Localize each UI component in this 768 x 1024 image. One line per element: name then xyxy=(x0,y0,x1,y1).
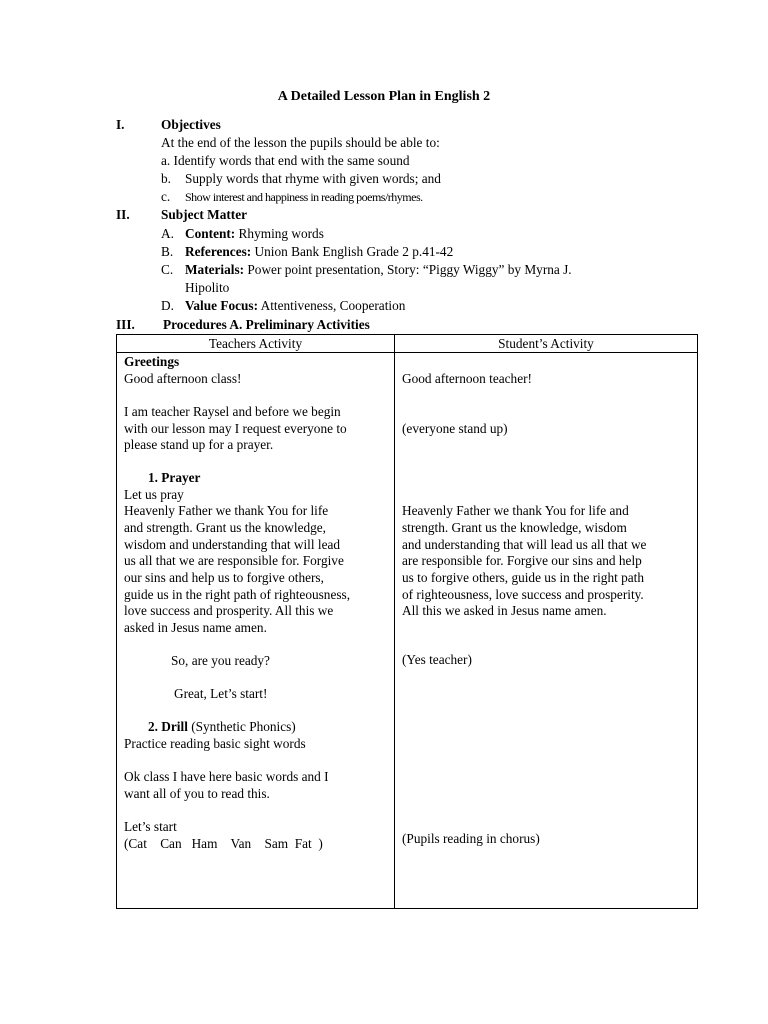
student-prayer-line: are responsible for. Forgive our sins and help xyxy=(402,553,642,568)
student-prayer-line: and understanding that will lead us all that we xyxy=(402,537,647,552)
teacher-prayer-line: and strength. Grant us the knowledge, xyxy=(124,520,326,535)
student-prayer-line: us to forgive others, guide us in the right path xyxy=(402,570,645,585)
teacher-prayer-line: wisdom and understanding that will lead xyxy=(124,537,341,552)
objective-item-c: Show interest and happiness in reading poems/rhymes. xyxy=(185,190,423,204)
objective-item-b: Supply words that rhyme with given words; and xyxy=(185,171,441,186)
teacher-ok-line: want all of you to read this. xyxy=(124,786,270,801)
subject-item-materials xyxy=(185,261,572,279)
header-students-activity: Student’s Activity xyxy=(395,335,698,353)
objective-marker-c: c. xyxy=(161,189,171,204)
subject-label-materials: Materials: xyxy=(185,262,245,277)
student-cell xyxy=(395,353,698,909)
sight-words: (Cat Can Ham Van Sam Fat ) xyxy=(124,836,323,851)
subject-value-materials: Power point presentation, Story: “Piggy Wiggy” by Myrna J. xyxy=(244,262,572,277)
student-stand-up: (everyone stand up) xyxy=(402,421,508,436)
subject-value-materials-cont: Hipolito xyxy=(185,280,230,295)
teacher-prayer-line: us all that we are responsible for. Forgive xyxy=(124,553,344,568)
section-heading-subject: Subject Matter xyxy=(161,207,248,222)
objective-marker-b: b. xyxy=(161,171,171,186)
teacher-ready-question: So, are you ready? xyxy=(171,653,270,668)
teacher-intro-line: with our lesson may I request everyone to xyxy=(124,421,347,436)
drill-instruction: Practice reading basic sight words xyxy=(124,736,306,751)
drill-subtitle: (Synthetic Phonics) xyxy=(187,719,296,734)
greetings-heading: Greetings xyxy=(124,354,180,369)
teacher-prayer-line: asked in Jesus name amen. xyxy=(124,620,267,635)
table-row xyxy=(117,353,698,909)
subject-item-content xyxy=(185,225,324,243)
section-heading-procedures: Procedures A. Preliminary Activities xyxy=(163,317,370,332)
header-teachers-activity: Teachers Activity xyxy=(117,335,395,353)
subject-label-references: References: xyxy=(185,244,252,259)
subject-item-references xyxy=(185,243,453,261)
table-header-row xyxy=(117,335,698,353)
subject-marker-c: C. xyxy=(161,262,174,277)
section-numeral-procedures: III. xyxy=(116,317,135,332)
subject-value-content: Rhyming words xyxy=(235,226,324,241)
drill-label: 2. Drill xyxy=(148,719,188,734)
teacher-lets-start: Let’s start xyxy=(124,819,177,834)
teacher-prayer-line: guide us in the right path of righteousness, xyxy=(124,587,351,602)
objectives-intro: At the end of the lesson the pupils should be able to: xyxy=(161,135,440,150)
teacher-prayer-line: our sins and help us to forgive others, xyxy=(124,570,324,585)
student-greeting: Good afternoon teacher! xyxy=(402,371,532,386)
teacher-intro-line: I am teacher Raysel and before we begin xyxy=(124,404,341,419)
student-prayer-line: strength. Grant us the knowledge, wisdom xyxy=(402,520,627,535)
prayer-heading: 1. Prayer xyxy=(148,470,201,485)
subject-marker-b: B. xyxy=(161,244,174,259)
teacher-intro-line: please stand up for a prayer. xyxy=(124,437,274,452)
student-prayer-line: Heavenly Father we thank You for life and xyxy=(402,503,629,518)
let-us-pray: Let us pray xyxy=(124,487,184,502)
subject-label-content: Content: xyxy=(185,226,236,241)
document-title: A Detailed Lesson Plan in English 2 xyxy=(277,89,491,104)
activity-table xyxy=(116,334,698,909)
drill-heading xyxy=(148,719,296,736)
teacher-ok-line: Ok class I have here basic words and I xyxy=(124,769,329,784)
teacher-cell xyxy=(117,353,395,909)
subject-marker-d: D. xyxy=(161,298,174,313)
subject-label-value-focus: Value Focus: xyxy=(185,298,259,313)
section-numeral-objectives: I. xyxy=(116,117,125,132)
teacher-prayer-line: Heavenly Father we thank You for life xyxy=(124,503,329,518)
section-heading-objectives: Objectives xyxy=(161,117,221,132)
student-yes: (Yes teacher) xyxy=(402,652,472,667)
student-chorus: (Pupils reading in chorus) xyxy=(402,831,540,846)
teacher-greeting: Good afternoon class! xyxy=(124,371,242,386)
subject-value-value-focus: Attentiveness, Cooperation xyxy=(258,298,406,313)
objective-item-a: a. Identify words that end with the same sound xyxy=(161,153,410,168)
teacher-prayer-line: love success and prosperity. All this we xyxy=(124,603,334,618)
subject-item-value-focus xyxy=(185,297,405,315)
subject-value-references: Union Bank English Grade 2 p.41-42 xyxy=(251,244,454,259)
teacher-start: Great, Let’s start! xyxy=(174,686,268,701)
student-prayer-line: of righteousness, love success and prosperity. xyxy=(402,587,644,602)
section-numeral-subject: II. xyxy=(116,207,130,222)
student-prayer-line: All this we asked in Jesus name amen. xyxy=(402,603,607,618)
subject-marker-a: A. xyxy=(161,226,174,241)
